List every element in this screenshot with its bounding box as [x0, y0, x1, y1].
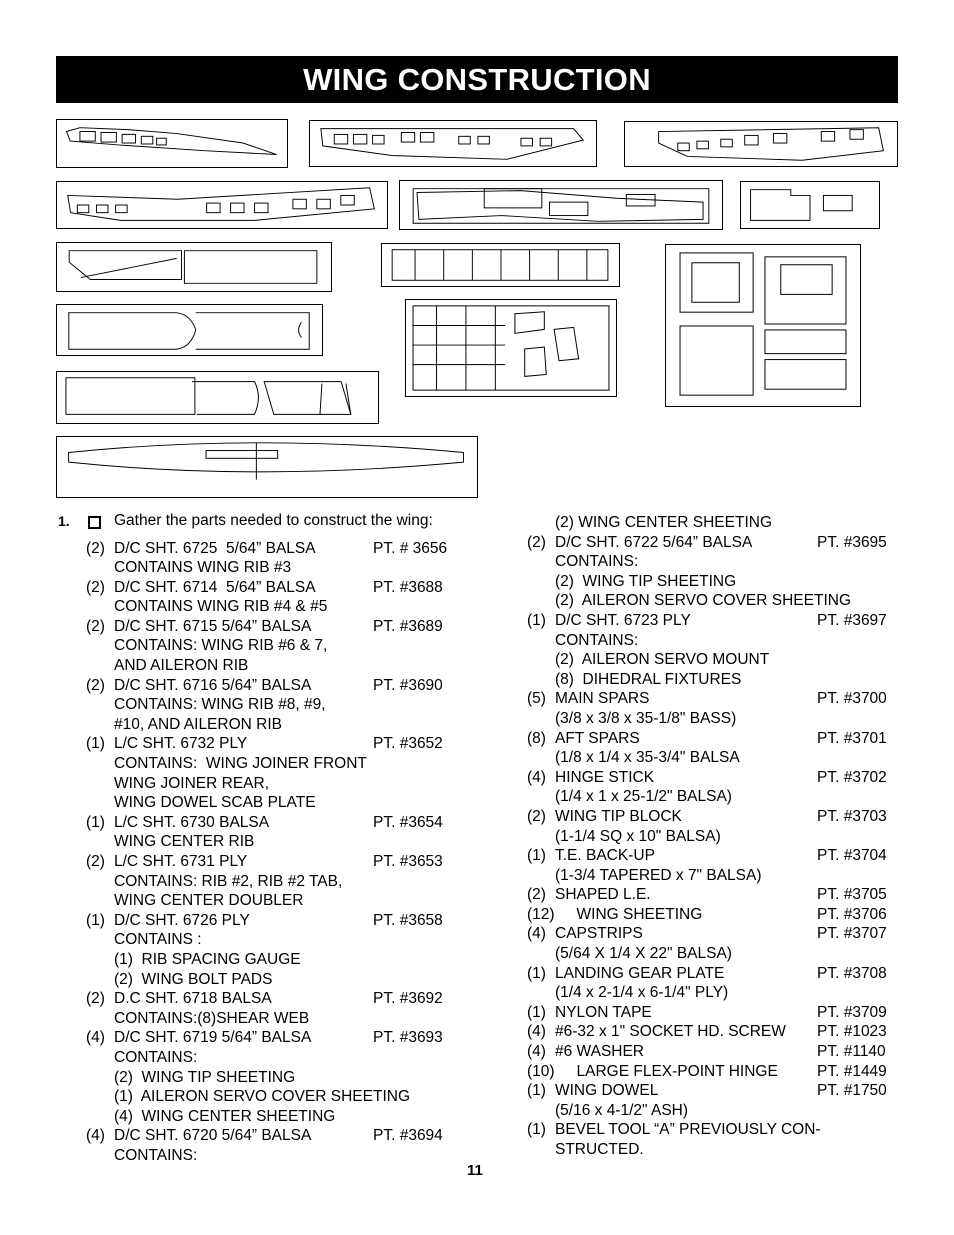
item-description: BEVEL TOOL “A” PREVIOUSLY CON-	[555, 1121, 821, 1139]
list-item	[527, 768, 907, 788]
item-detail: (2) AILERON SERVO COVER SHEETING	[555, 592, 852, 610]
list-item	[527, 1120, 907, 1140]
item-description: NYLON TAPE	[555, 1003, 652, 1021]
item-detail: (2) WING CENTER SHEETING	[555, 514, 773, 531]
list-item	[527, 611, 907, 631]
item-detail: WING CENTER DOUBLER	[114, 892, 304, 910]
list-item	[527, 866, 907, 886]
parts-list-left	[86, 539, 476, 1166]
list-item	[527, 729, 907, 749]
wing-sheeting-figure	[405, 299, 617, 397]
item-description: WING TIP BLOCK	[555, 807, 682, 825]
item-quantity: (4)	[527, 768, 546, 786]
item-quantity: (1)	[527, 964, 546, 982]
item-detail: CONTAINS: WING RIB #6 & 7,	[114, 637, 328, 655]
item-quantity: (2)	[86, 990, 105, 1008]
item-part-number: PT. #3689	[373, 617, 443, 635]
item-quantity: (2)	[86, 853, 105, 870]
list-item	[86, 1048, 476, 1068]
list-item	[527, 572, 907, 592]
list-item	[86, 1068, 476, 1088]
list-item	[86, 1126, 476, 1146]
item-description: SHAPED L.E.	[555, 886, 651, 904]
shear-web-sheet-figure	[381, 243, 620, 287]
item-quantity: (10)	[527, 1062, 555, 1080]
parts-list-right	[527, 513, 907, 1160]
list-item	[86, 793, 476, 813]
ply-sheet-6731-figure	[56, 242, 332, 292]
item-part-number: PT. #3694	[373, 1127, 443, 1145]
list-item	[527, 748, 907, 768]
item-quantity: (1)	[86, 735, 105, 753]
item-description: T.E. BACK-UP	[555, 847, 655, 865]
list-item	[86, 774, 476, 794]
rib-sheet-8-10-figure	[56, 181, 388, 229]
list-item	[86, 930, 476, 950]
item-description: D/C SHT. 6714 5/64” BALSA	[114, 578, 316, 596]
list-item	[527, 1081, 907, 1101]
item-quantity: (1)	[527, 1003, 546, 1021]
list-item	[527, 1042, 907, 1062]
item-detail: CONTAINS WING RIB #4 & #5	[114, 598, 328, 616]
item-part-number: PT. #3654	[373, 813, 443, 831]
spacing-gauge-sheet-figure	[665, 244, 861, 407]
item-quantity: (1)	[86, 911, 105, 929]
item-detail: (2) WING BOLT PADS	[114, 970, 273, 988]
list-item	[86, 852, 476, 872]
item-detail: CONTAINS: WING JOINER FRONT	[114, 755, 367, 773]
item-description: LARGE FLEX-POINT HINGE	[555, 1062, 778, 1080]
list-item	[527, 846, 907, 866]
item-part-number: PT. #1449	[817, 1062, 887, 1080]
list-item	[527, 924, 907, 944]
item-quantity: (4)	[86, 1029, 105, 1047]
item-part-number: PT. #3693	[373, 1029, 443, 1047]
item-description: WING SHEETING	[555, 905, 703, 923]
list-item	[527, 650, 907, 670]
item-detail: STRUCTED.	[555, 1141, 644, 1158]
item-detail: (1/4 x 1 x 25-1/2" BALSA)	[555, 788, 732, 806]
item-description: HINGE STICK	[555, 768, 655, 786]
item-detail: (5/16 x 4-1/2" ASH)	[555, 1101, 689, 1119]
item-detail: (8) DIHEDRAL FIXTURES	[555, 670, 742, 688]
item-part-number: PT. #1750	[817, 1082, 887, 1100]
list-item	[86, 676, 476, 696]
item-description: L/C SHT. 6731 PLY	[114, 853, 248, 870]
list-item	[527, 709, 907, 729]
item-part-number: PT. #3658	[373, 911, 443, 929]
item-quantity: (1)	[86, 813, 105, 831]
list-item	[86, 1087, 476, 1107]
item-description: D/C SHT. 6726 PLY	[114, 911, 250, 929]
item-part-number: PT. #3704	[817, 847, 887, 865]
list-item	[527, 533, 907, 553]
list-item	[527, 983, 907, 1003]
item-detail: AND AILERON RIB	[114, 657, 249, 675]
item-description: LANDING GEAR PLATE	[555, 964, 725, 982]
item-description: D/C SHT. 6723 PLY	[555, 611, 691, 629]
list-item	[527, 513, 907, 533]
wing-tip-sheeting-figure	[56, 371, 379, 424]
list-item	[527, 964, 907, 984]
list-item	[86, 813, 476, 833]
rib-sheet-4-5-figure	[309, 120, 597, 167]
item-quantity: (1)	[527, 611, 546, 629]
item-description: D.C SHT. 6718 BALSA	[114, 990, 272, 1008]
page-number: 11	[467, 1162, 483, 1179]
list-item	[86, 891, 476, 911]
item-part-number: PT. #3705	[817, 886, 887, 904]
item-detail: CONTAINS:	[555, 631, 639, 649]
list-item	[86, 734, 476, 754]
item-description: MAIN SPARS	[555, 690, 650, 708]
joiner-sheet-figure	[399, 180, 723, 230]
list-item	[527, 827, 907, 847]
item-part-number: PT. #3706	[817, 905, 887, 923]
item-detail: WING CENTER RIB	[114, 833, 255, 851]
rib-sheet-3-figure	[56, 119, 288, 168]
item-detail: (1) AILERON SERVO COVER SHEETING	[114, 1088, 411, 1106]
list-item	[86, 1028, 476, 1048]
list-item	[86, 597, 476, 617]
item-part-number: PT. #3690	[373, 676, 443, 694]
item-description: #6 WASHER	[555, 1043, 645, 1061]
item-detail: (5/64 X 1/4 X 22" BALSA)	[555, 945, 732, 963]
list-item	[86, 656, 476, 676]
item-detail: WING JOINER REAR,	[114, 774, 270, 792]
list-item	[86, 1107, 476, 1127]
list-item	[86, 989, 476, 1009]
list-item	[527, 944, 907, 964]
item-description: WING DOWEL	[555, 1082, 659, 1100]
scab-plate-sheet-figure	[56, 304, 323, 356]
item-detail: (4) WING CENTER SHEETING	[114, 1107, 336, 1125]
item-quantity: (1)	[527, 1121, 546, 1139]
item-description: L/C SHT. 6732 PLY	[114, 735, 248, 753]
item-part-number: PT. #3652	[373, 735, 443, 753]
list-item	[86, 832, 476, 852]
list-item	[527, 1062, 907, 1082]
item-quantity: (2)	[86, 578, 105, 596]
wing-plan-figure	[56, 436, 478, 498]
list-item	[86, 695, 476, 715]
list-item	[527, 670, 907, 690]
list-item	[86, 1146, 476, 1166]
list-item	[86, 1009, 476, 1029]
list-item	[527, 1003, 907, 1023]
page-title: WING CONSTRUCTION	[56, 56, 898, 103]
item-part-number: PT. #3703	[817, 807, 887, 825]
item-quantity: (2)	[527, 807, 546, 825]
list-item	[527, 1022, 907, 1042]
item-quantity: (4)	[527, 925, 546, 943]
item-detail: (1-3/4 TAPERED x 7" BALSA)	[555, 866, 762, 884]
list-item	[527, 807, 907, 827]
item-detail: (1-1/4 SQ x 10" BALSA)	[555, 827, 721, 845]
item-detail: CONTAINS:	[555, 553, 639, 571]
item-description: D/C SHT. 6715 5/64” BALSA	[114, 617, 312, 635]
item-detail: CONTAINS:	[114, 1048, 198, 1066]
item-detail: (1/8 x 1/4 x 35-3/4" BALSA	[555, 749, 740, 767]
step-checkbox[interactable]	[88, 516, 101, 529]
item-quantity: (1)	[527, 847, 546, 865]
item-quantity: (4)	[86, 1127, 105, 1145]
item-detail: CONTAINS:(8)SHEAR WEB	[114, 1009, 310, 1027]
item-quantity: (1)	[527, 1082, 546, 1100]
item-description: D/C SHT. 6719 5/64” BALSA	[114, 1029, 312, 1047]
item-quantity: (2)	[527, 886, 546, 904]
list-item	[86, 872, 476, 892]
list-item	[86, 950, 476, 970]
item-quantity: (2)	[86, 617, 105, 635]
item-quantity: (4)	[527, 1023, 546, 1041]
item-description: #6-32 x 1" SOCKET HD. SCREW	[555, 1023, 786, 1041]
item-description: D/C SHT. 6722 5/64” BALSA	[555, 533, 753, 551]
item-quantity: (5)	[527, 690, 546, 708]
list-item	[527, 905, 907, 925]
step-instruction: Gather the parts needed to construct the wing:	[114, 512, 433, 529]
item-detail: #10, AND AILERON RIB	[114, 715, 282, 733]
list-item	[86, 539, 476, 559]
item-part-number: PT. #3697	[817, 611, 887, 629]
item-description: CAPSTRIPS	[555, 925, 643, 943]
list-item	[86, 715, 476, 735]
item-description: D/C SHT. 6716 5/64” BALSA	[114, 676, 312, 694]
list-item	[527, 1101, 907, 1121]
list-item	[527, 689, 907, 709]
item-part-number: PT. #1023	[817, 1023, 887, 1041]
item-part-number: PT. #3709	[817, 1003, 887, 1021]
list-item	[86, 636, 476, 656]
item-part-number: PT. #3707	[817, 925, 887, 943]
item-description: D/C SHT. 6720 5/64” BALSA	[114, 1127, 312, 1145]
item-quantity: (4)	[527, 1043, 546, 1061]
item-detail: (1/4 x 2-1/4 x 6-1/4" PLY)	[555, 984, 729, 1002]
list-item	[86, 578, 476, 598]
item-quantity: (2)	[86, 539, 105, 557]
item-part-number: PT. #3653	[373, 853, 443, 870]
item-detail: (2) WING TIP SHEETING	[555, 572, 737, 590]
item-detail: (3/8 x 3/8 x 35-1/8" BASS)	[555, 709, 737, 727]
item-detail: CONTAINS: RIB #2, RIB #2 TAB,	[114, 872, 343, 890]
rib-sheet-6-7-figure	[624, 121, 898, 167]
center-rib-figure	[740, 181, 880, 229]
item-part-number: PT. #3695	[817, 533, 887, 551]
list-item	[527, 552, 907, 572]
list-item	[86, 970, 476, 990]
list-item	[86, 911, 476, 931]
item-detail: CONTAINS: WING RIB #8, #9,	[114, 696, 326, 714]
item-part-number: PT. #3708	[817, 964, 887, 982]
item-quantity: (8)	[527, 729, 546, 747]
list-item	[86, 558, 476, 578]
item-description: AFT SPARS	[555, 729, 640, 747]
item-detail: CONTAINS:	[114, 1146, 198, 1164]
item-detail: (2) WING TIP SHEETING	[114, 1068, 296, 1086]
item-quantity: (2)	[86, 676, 105, 694]
item-detail: (1) RIB SPACING GAUGE	[114, 950, 301, 968]
item-detail: CONTAINS WING RIB #3	[114, 559, 292, 577]
item-part-number: PT. #3692	[373, 990, 443, 1008]
list-item	[527, 1140, 907, 1160]
item-detail: WING DOWEL SCAB PLATE	[114, 794, 316, 812]
item-part-number: PT. #1140	[817, 1043, 886, 1061]
list-item	[527, 787, 907, 807]
item-quantity: (12)	[527, 905, 555, 923]
list-item	[527, 885, 907, 905]
item-detail: (2) AILERON SERVO MOUNT	[555, 651, 770, 669]
item-part-number: PT. # 3656	[373, 539, 448, 557]
item-part-number: PT. #3700	[817, 690, 887, 708]
item-part-number: PT. #3701	[817, 729, 887, 747]
list-item	[527, 591, 907, 611]
list-item	[86, 754, 476, 774]
item-description: L/C SHT. 6730 BALSA	[114, 813, 270, 831]
item-quantity: (2)	[527, 533, 546, 551]
item-part-number: PT. #3688	[373, 578, 443, 596]
item-detail: CONTAINS :	[114, 931, 202, 949]
list-item	[527, 631, 907, 651]
item-description: D/C SHT. 6725 5/64” BALSA	[114, 539, 316, 557]
step-number: 1.	[58, 513, 70, 529]
list-item	[86, 617, 476, 637]
item-part-number: PT. #3702	[817, 768, 887, 786]
